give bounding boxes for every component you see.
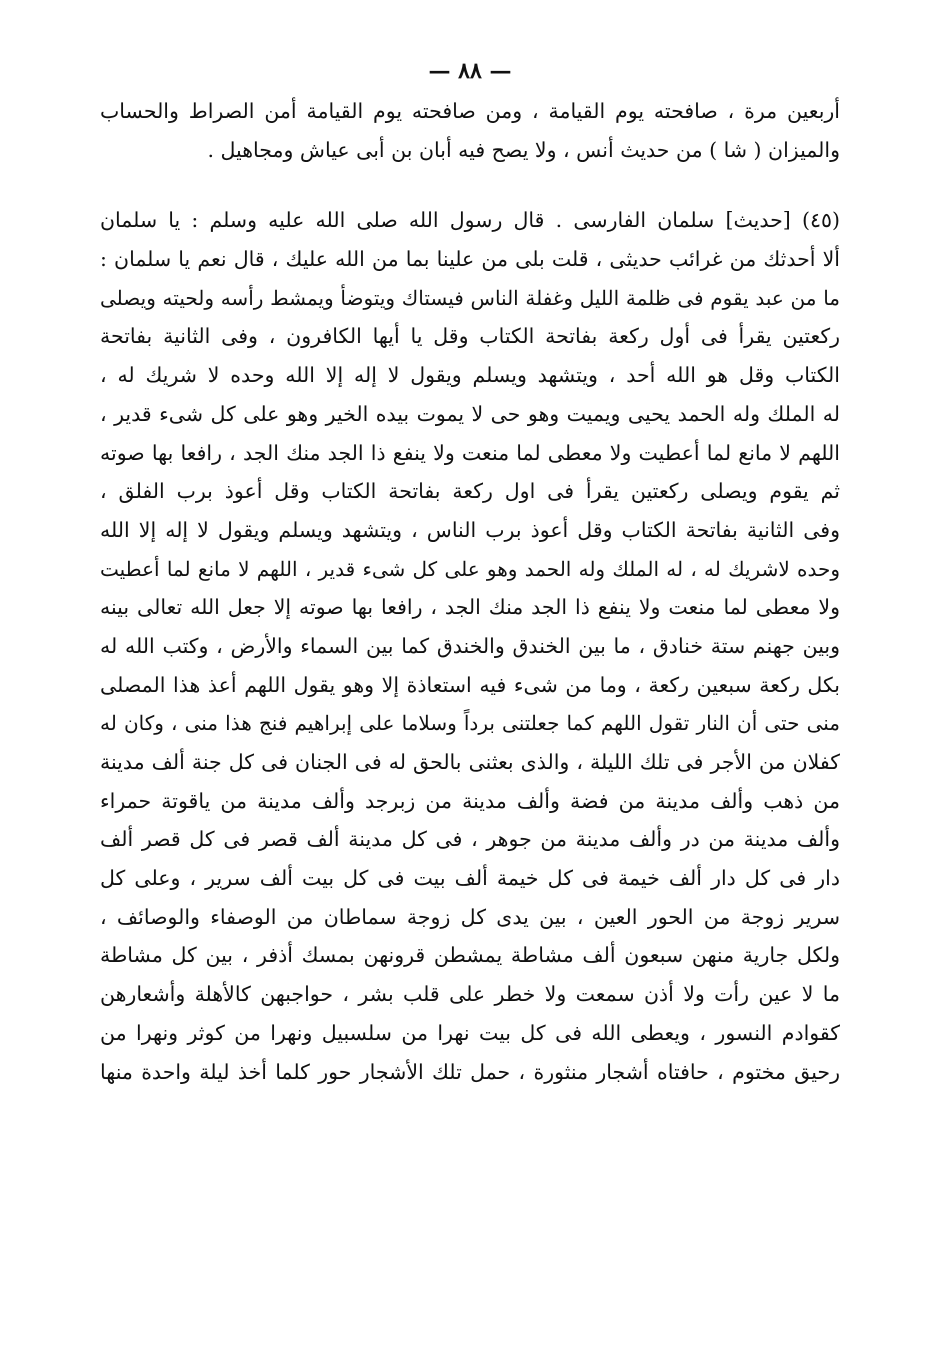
text-line: له الملك وله الحمد يحيى ويميت وهو حى لا يموت بيده الخير وهو على كل شىء قدير ،: [100, 401, 840, 426]
paragraph-1: [100, 92, 840, 169]
text-line: سرير زوجة من الحور العين ، بين يدى كل زوجة سماطان من الوصفاء والوصائف ،: [100, 904, 840, 929]
text-line: ولا معطى لما منعت ولا ينفع ذا الجد منك الجد ، رافعا بها صوته إلا جعل الله تعالى بينه: [100, 595, 840, 620]
text-line: بكل ركعة سبعين ركعة ، وما من شىء فيه استعاذة إلا وهو يقول اللهم أعذ هذا المصلى: [100, 672, 840, 697]
text-line: اللهم لا مانع لما أعطيت ولا معطى لما منعت ولا ينفع ذا الجد منك الجد ، رافعا بها صوته: [100, 440, 840, 465]
text-line: ألا أحدثك من غرائب حديثى ، قلت بلى من علينا بما من الله عليك ، قال نعم يا سلمان :: [100, 247, 840, 272]
text-line: ولكل جارية منهن سبعون ألف مشاطة يمشطن قرونهن بمسك أذفر ، بين كل مشاطة: [100, 943, 840, 968]
text-line: كقوادم النسور ، ويعطى الله فى كل بيت نهرا من سلسبيل ونهرا من كوثر ونهرا من: [100, 1020, 840, 1045]
text-line: ما من عبد يقوم فى ظلمة الليل وغفلة الناس فيستاك ويتوضأ ويمشط رأسه ولحيته ويصلى: [100, 285, 840, 310]
text-line: ركعتين يقرأ فى أول ركعة بفاتحة الكتاب وقل يا أيها الكافرون ، وفى الثانية بفاتحة: [100, 324, 840, 349]
text-line: والميزان ( شا ) من حديث أنس ، ولا يصح فيه أبان بن أبى عياش ومجاهيل .: [207, 137, 840, 162]
text-line: كفلان من الأجر فى تلك الليلة ، والذى بعثنى بالحق له فى الجنان فى كل جنة ألف مدينة: [100, 750, 840, 774]
paragraph-2: [100, 201, 840, 1091]
text-line: دار فى كل دار ألف خيمة فى كل خيمة ألف بيت فى كل بيت ألف سرير ، وعلى كل: [100, 866, 840, 891]
text-line: وحده لاشريك له ، له الملك وله الحمد وهو على كل شىء قدير ، اللهم لا مانع لما أعطيت: [100, 556, 840, 581]
text-line: رحيق مختوم ، حافتاه أشجار منثورة ، حمل تلك الأشجار حور كلما أخذ ليلة واحدة منها: [100, 1059, 840, 1084]
page-number: — ٨٨ —: [428, 58, 512, 84]
text-line: منى حتى أن النار تقول اللهم كما جعلتنى برداً وسلاما على إبراهيم فنج هذا منى ، وكان له: [100, 711, 840, 736]
text-line: وبين جهنم ستة خنادق ، ما بين الخندق والخندق كما بين السماء والأرض ، وكتب الله له: [100, 633, 840, 658]
paragraph-gap: [100, 169, 840, 201]
text-line: وألف مدينة من در وألف مدينة من جوهر ، فى كل مدينة ألف قصر فى كل قصر ألف: [100, 827, 840, 852]
text-line: من ذهب وألف مدينة من فضة وألف مدينة من زبرجد وألف مدينة من ياقوتة حمراء: [100, 788, 840, 813]
text-line: وفى الثانية بفاتحة الكتاب وقل أعوذ برب الناس ، ويتشهد ويسلم ويقول لا إله إلا الله: [100, 517, 840, 542]
text-line: (٤٥) [حديث] سلمان الفارسى . قال رسول الله صلى الله عليه وسلم : يا سلمان: [100, 208, 840, 233]
text-line: ثم يقوم ويصلى ركعتين يقرأ فى اول ركعة بفاتحة الكتاب وقل أعوذ برب الفلق ،: [100, 479, 840, 504]
text-line: أربعين مرة ، صافحته يوم القيامة ، ومن صافحته يوم القيامة أمن الصراط والحساب: [100, 99, 840, 123]
text-line: الكتاب وقل هو الله أحد ، ويتشهد ويسلم ويقول لا إله إلا الله وحده لا شريك له ،: [100, 363, 840, 388]
text-line: ما لا عين رأت ولا أذن سمعت ولا خطر على قلب بشر ، حواجبهن كالأهلة وأشعارهن: [100, 982, 840, 1007]
